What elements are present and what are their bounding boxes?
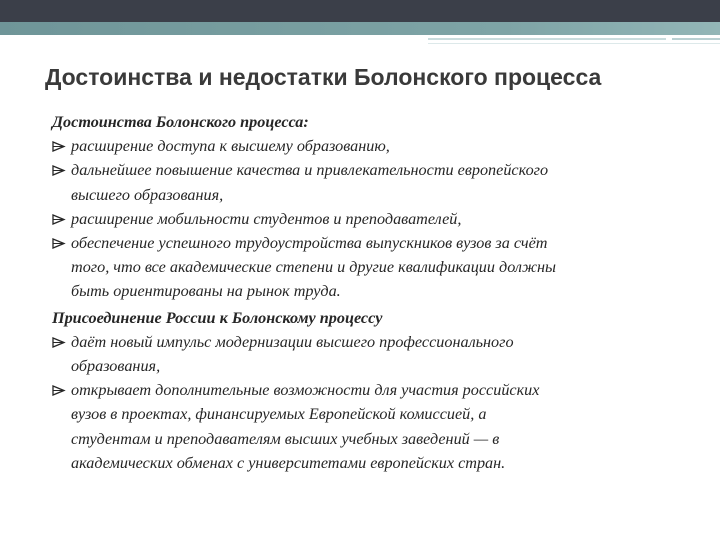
section-heading: Присоединение России к Болонскому процессу — [52, 308, 383, 327]
list-item-text: даёт новый импульс модернизации высшего профессионального — [71, 332, 514, 351]
arrow-bullet-icon — [52, 214, 66, 225]
slide-title: Достоинства и недостатки Болонского процесса — [45, 64, 602, 90]
list-item-text: дальнейшее повышение качества и привлекательности европейского — [71, 161, 549, 180]
list-item-text: обеспечение успешного трудоустройства выпускников вузов за счёт — [71, 234, 548, 253]
list-item — [52, 207, 702, 231]
header-bar — [0, 0, 720, 22]
list-item — [52, 134, 702, 158]
list-item-text: вузов в проектах, финансируемых Европейской комиссией, а — [71, 405, 487, 424]
section-heading: Достоинства Болонского процесса: — [52, 113, 309, 131]
list-item — [52, 330, 702, 378]
russia-accession-list — [52, 330, 702, 475]
arrow-bullet-icon — [52, 337, 66, 348]
arrow-bullet-icon — [52, 238, 66, 249]
advantages-list — [52, 134, 702, 303]
arrow-bullet-icon — [52, 141, 66, 152]
accent-band — [0, 22, 720, 35]
list-item-text: академических обменах с университетами европейских стран. — [71, 453, 506, 472]
arrow-bullet-icon — [52, 165, 66, 176]
accent-line — [672, 38, 720, 40]
list-item-text: студентам и преподавателям высших учебных заведений — в — [71, 429, 500, 448]
list-item-text: образования, — [71, 357, 161, 376]
arrow-bullet-icon — [52, 385, 66, 396]
accent-line — [428, 38, 666, 40]
list-item-text: того, что все академические степени и другие квалификации должны — [71, 258, 557, 277]
list-item-text: расширение доступа к высшему образованию, — [71, 137, 390, 156]
list-item-text: быть ориентированы на рынок труда. — [71, 282, 341, 301]
list-item-text: высшего образования, — [71, 185, 224, 204]
list-item — [52, 231, 702, 304]
list-item-text: расширение мобильности студентов и преподавателей, — [71, 209, 462, 228]
accent-line — [428, 43, 720, 44]
list-item — [52, 158, 702, 206]
list-item — [52, 378, 702, 475]
slide-body — [52, 110, 702, 475]
list-item-text: открывает дополнительные возможности для участия российских — [71, 381, 540, 400]
